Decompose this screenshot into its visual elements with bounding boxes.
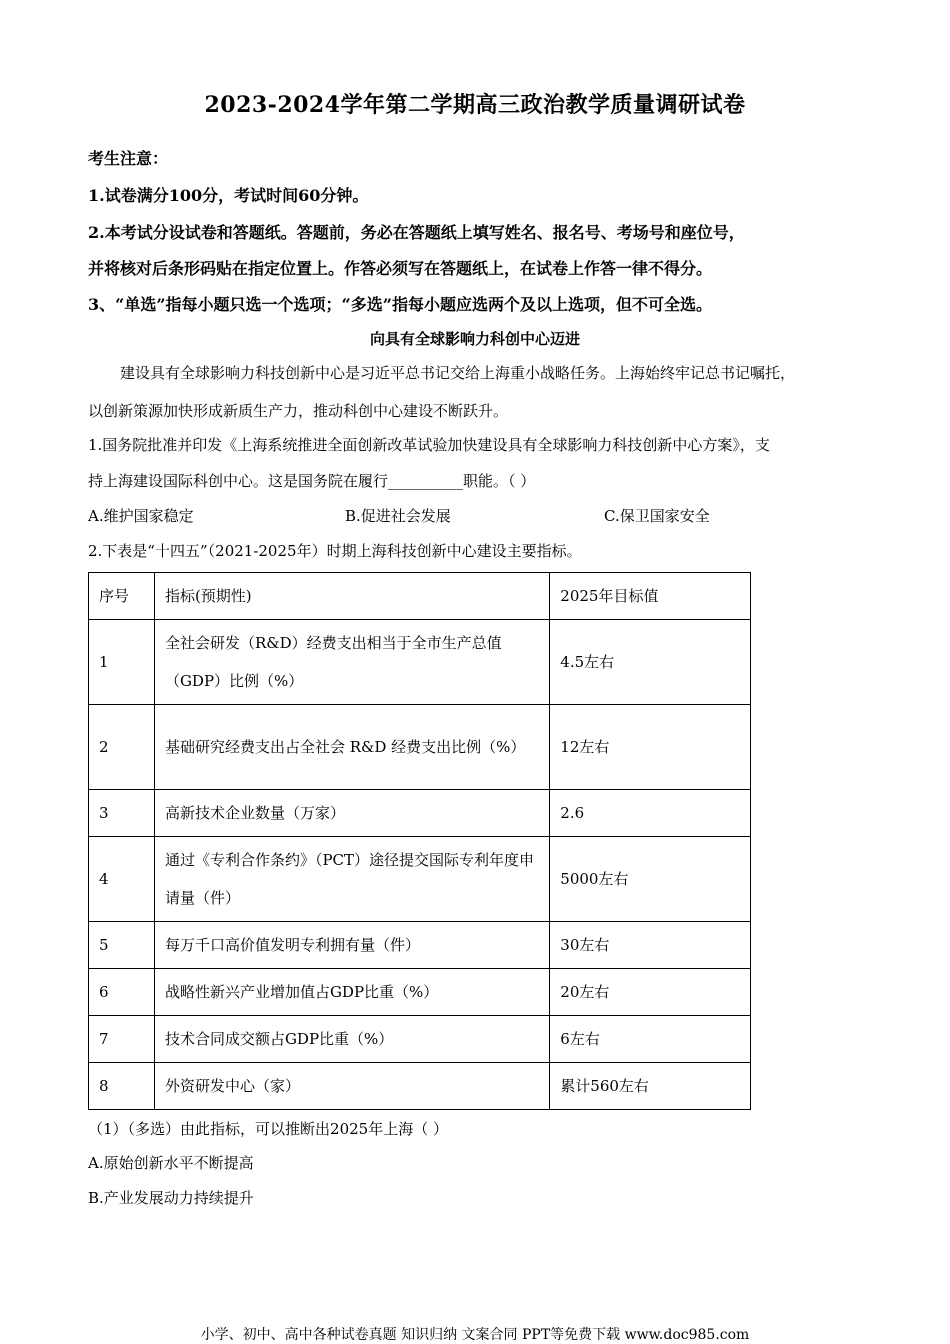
table-row [89,1016,751,1063]
notice-heading: 考生注意： [88,149,169,168]
indicator-table [88,572,751,1110]
page-title: 2023-2024学年第二学期高三政治教学质量调研试卷 [204,92,746,118]
question-2-intro: 2.下表是“十四五”（2021-2025年）时期上海科技创新中心建设主要指标。 [88,542,582,560]
table-row [89,969,751,1016]
row-indicator: 每万千口高价值发明专利拥有量（件） [154,922,549,969]
row-index: 1 [89,620,155,705]
table-header-row [89,573,751,620]
row-indicator: 全社会研发（R&D）经费支出相当于全市生产总值（GDP）比例（%） [154,620,549,705]
section-title: 向具有全球影响力科创中心迈进 [369,330,580,348]
row-index: 5 [89,922,155,969]
header-target: 2025年目标值 [550,573,751,620]
row-indicator: 基础研究经费支出占全社会 R&D 经费支出比例（%） [154,705,549,790]
row-index: 4 [89,837,155,922]
row-indicator: 通过《专利合作条约》（PCT）途径提交国际专利年度申请量（件） [154,837,549,922]
table-row [89,1063,751,1110]
table-row [89,837,751,922]
sub-question-1: （1）（多选）由此指标，可以推断出2025年上海（ ） [88,1120,448,1138]
row-target: 6左右 [550,1016,751,1063]
row-target: 累计560左右 [550,1063,751,1110]
sub-question-1-option-a: A.原始创新水平不断提高 [88,1154,254,1172]
row-target: 5000左右 [550,837,751,922]
sub-question-1-option-b: B.产业发展动力持续提升 [88,1189,254,1207]
row-indicator: 高新技术企业数量（万家） [154,790,549,837]
footer-text: 小学、初中、高中各种试卷真题 知识归纳 文案合同 PPT等免费下载 www.doc985.com [200,1327,750,1343]
notice-item-2-line-2: 并将核对后条形码贴在指定位置上。作答必须写在答题纸上，在试卷上作答一律不得分。 [88,259,713,278]
intro-line-1: 建设具有全球影响力科技创新中心是习近平总书记交给上海重小战略任务。上海始终牢记总书记嘱托， [120,364,796,382]
row-target: 2.6 [550,790,751,837]
table-row [89,620,751,705]
row-target: 4.5左右 [550,620,751,705]
question-1-option-a: A.维护国家稳定 [88,507,194,525]
notice-item-1: 1.试卷满分100分，考试时间60分钟。 [88,186,369,205]
row-indicator: 技术合同成交额占GDP比重（%） [154,1016,549,1063]
row-target: 20左右 [550,969,751,1016]
row-indicator: 外资研发中心（家） [154,1063,549,1110]
intro-line-2: 以创新策源加快形成新质生产力，推动科创中心建设不断跃升。 [88,402,509,420]
notice-item-2-line-1: 2.本考试分设试卷和答题纸。答题前，务必在答题纸上填写姓名、报名号、考场号和座位号， [88,223,745,242]
row-index: 6 [89,969,155,1016]
table-row [89,790,751,837]
table-row [89,705,751,790]
table-row [89,922,751,969]
header-index: 序号 [89,573,155,620]
row-target: 30左右 [550,922,751,969]
row-index: 3 [89,790,155,837]
row-index: 7 [89,1016,155,1063]
row-indicator: 战略性新兴产业增加值占GDP比重（%） [154,969,549,1016]
question-1-option-b: B.促进社会发展 [345,507,451,525]
question-1-option-c: C.保卫国家安全 [604,507,710,525]
header-indicator: 指标(预期性) [154,573,549,620]
question-1-line-1: 1.国务院批准并印发《上海系统推进全面创新改革试验加快建设具有全球影响力科技创新中心方案》，支 [88,436,770,454]
row-index: 8 [89,1063,155,1110]
question-1-line-2: 持上海建设国际科创中心。这是国务院在履行__________职能。（ ） [88,472,536,490]
row-index: 2 [89,705,155,790]
row-target: 12左右 [550,705,751,790]
notice-item-3: 3、“单选”指每小题只选一个选项；“多选”指每小题应选两个及以上选项，但不可全选。 [88,295,712,314]
